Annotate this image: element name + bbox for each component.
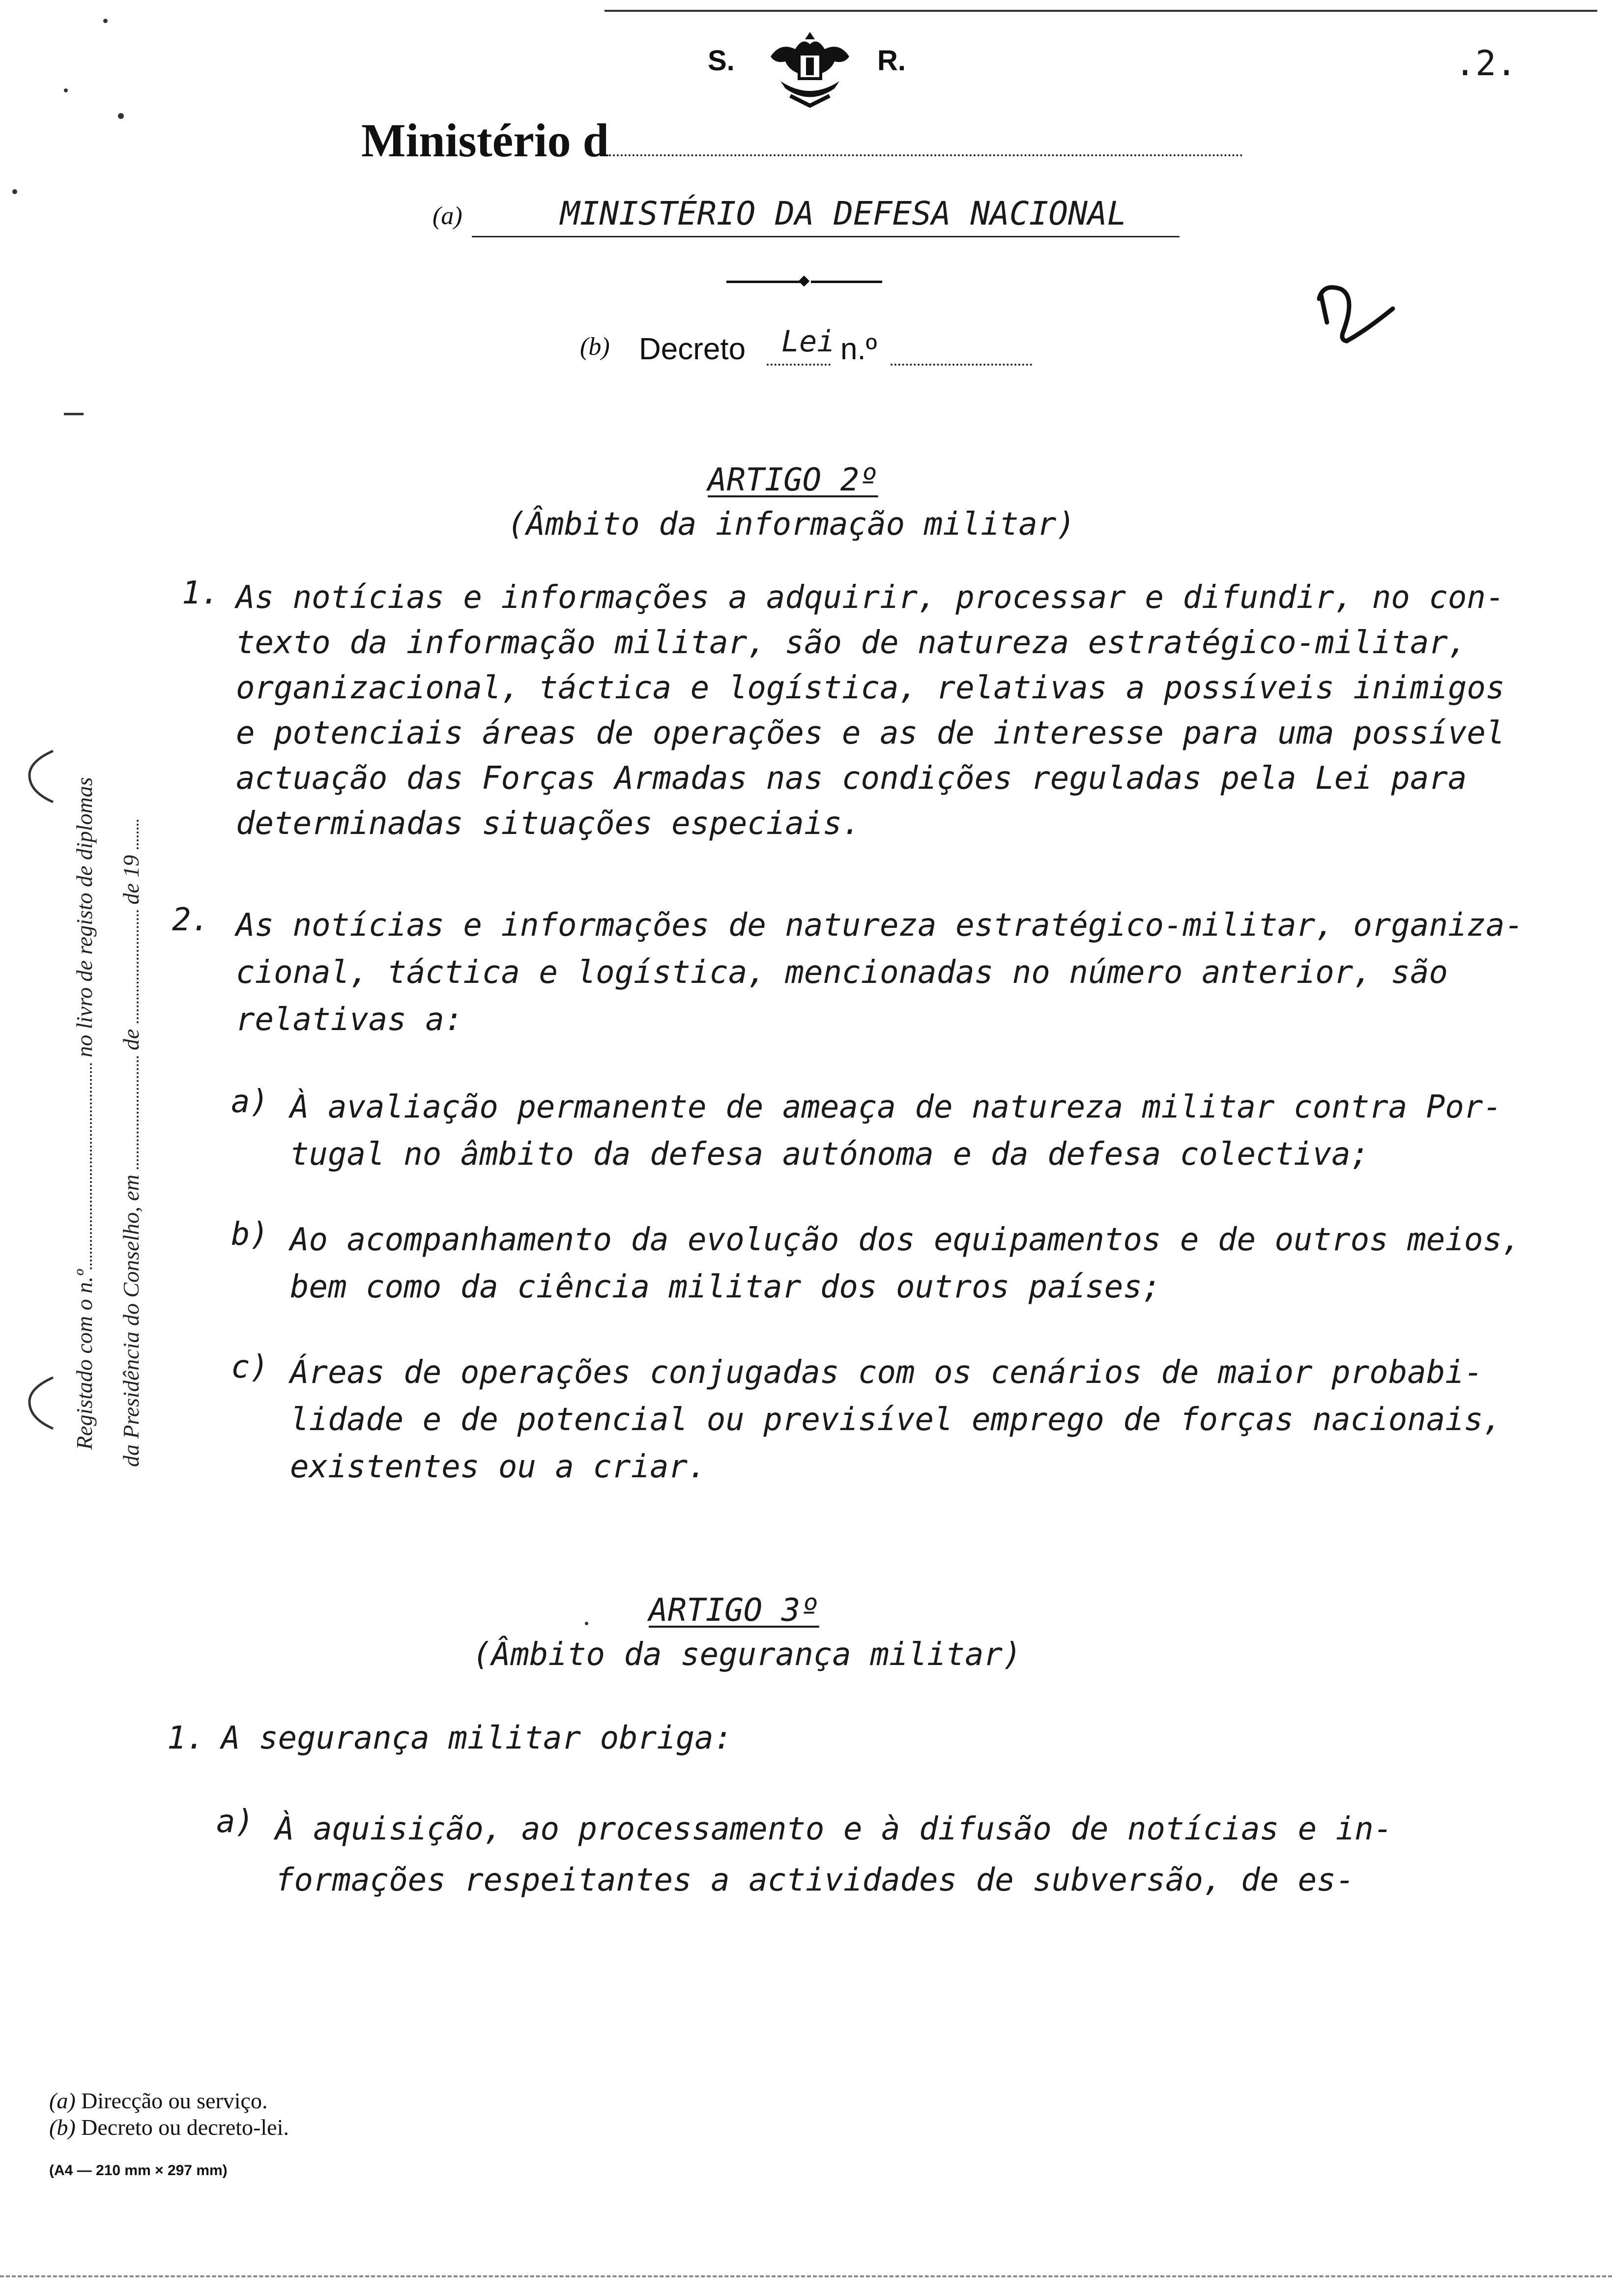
- registration-blank-4: [133, 820, 139, 849]
- article-3-para-1: A segurança militar obriga:: [221, 1720, 733, 1756]
- text-line: Áreas de operações conjugadas com os cenários de maior probabi-: [290, 1354, 1483, 1391]
- label-a: (a): [432, 202, 462, 230]
- scan-dash: [64, 413, 84, 415]
- ministry-name-line: [472, 236, 1180, 237]
- top-rule: [604, 10, 1597, 12]
- page-number: .2.: [1455, 43, 1517, 84]
- text-line: Ao acompanhamento da evolução dos equipamentos e de outros meios,: [290, 1222, 1521, 1258]
- ornament-divider-right: [811, 281, 882, 283]
- bottom-scan-edge: [0, 2275, 1612, 2277]
- registration-text-1b: no livro de registo de diplomas: [72, 777, 97, 1058]
- ornament-diamond-icon: [799, 276, 810, 287]
- article-2-para-1: [236, 575, 1505, 846]
- text-line: À avaliação permanente de ameaça de natureza militar contra Por-: [290, 1089, 1502, 1125]
- header-r-letter: R.: [877, 45, 906, 77]
- footnote-a: [49, 2088, 267, 2114]
- ministry-heading: [361, 113, 1243, 168]
- article-3-item-a: [275, 1804, 1392, 1906]
- article-2-item-a-label: a): [231, 1084, 269, 1120]
- ministry-prefix: Ministério d: [361, 114, 609, 167]
- registration-text-2b: de: [118, 1029, 144, 1051]
- decree-number-label: n.º: [840, 332, 877, 366]
- article-2-item-c-label: c): [231, 1349, 269, 1385]
- text-line: tugal no âmbito da defesa autónoma e da defesa colectiva;: [290, 1136, 1370, 1173]
- article-2-item-a: [290, 1084, 1502, 1178]
- footnote-b-label: (b): [49, 2115, 76, 2140]
- registration-text-2a: da Presidência do Conselho, em: [118, 1175, 144, 1467]
- article-3-para-1-number: 1.: [167, 1720, 205, 1756]
- scan-dot: [585, 1622, 588, 1625]
- article-2-para-1-number: 1.: [182, 575, 220, 611]
- footnote-b: [49, 2114, 289, 2140]
- text-line: À aquisição, ao processamento e à difusão de notícias e in-: [275, 1811, 1393, 1847]
- article-3-subtitle: (Âmbito da segurança militar): [472, 1636, 1022, 1673]
- registration-blank-2: [133, 1056, 139, 1169]
- article-2-item-c: [290, 1349, 1502, 1491]
- text-line: relativas a:: [236, 1002, 463, 1038]
- registration-note-line1: [71, 777, 97, 1450]
- scan-speck: [64, 88, 68, 92]
- registration-note-line2: [118, 820, 144, 1467]
- article-3-item-a-label: a): [216, 1804, 255, 1840]
- header-s-letter: S.: [708, 45, 735, 77]
- decree-type-underline: [767, 364, 831, 366]
- article-2-title: ARTIGO 2º: [708, 462, 878, 498]
- scan-speck: [12, 189, 17, 194]
- registration-blank-1: [86, 1063, 92, 1269]
- article-2-subtitle: (Âmbito da informação militar): [507, 506, 1075, 543]
- text-line: As notícias e informações de natureza estratégico-militar, organiza-: [236, 907, 1524, 944]
- article-2-item-b-label: b): [231, 1216, 269, 1253]
- text-line: actuação das Forças Armadas nas condições reguladas pela Lei para: [236, 760, 1467, 797]
- article-3-title: ARTIGO 3º: [649, 1592, 819, 1629]
- coat-of-arms-emblem: [761, 27, 859, 111]
- ministry-name: MINISTÉRIO DA DEFESA NACIONAL: [560, 195, 1127, 232]
- handwritten-number-mark: [1312, 275, 1401, 359]
- article-2-item-b: [290, 1216, 1521, 1311]
- margin-bracket-lower: [24, 1374, 58, 1433]
- registration-text-1a: Registado com o n.º: [72, 1269, 97, 1450]
- text-line: lidade e de potencial ou previsível emprego de forças nacionais,: [290, 1402, 1502, 1438]
- paper-format-note: (A4 — 210 mm × 297 mm): [49, 2162, 228, 2179]
- article-2-para-2-number: 2.: [172, 902, 210, 938]
- decree-word: Decreto: [639, 332, 746, 366]
- margin-bracket-upper: [24, 747, 58, 806]
- footnote-b-text: Decreto ou decreto-lei.: [81, 2115, 289, 2140]
- text-line: cional, táctica e logística, mencionadas no número anterior, são: [236, 954, 1448, 991]
- footnote-a-label: (a): [49, 2088, 76, 2113]
- ministry-blank-line: [609, 149, 1243, 156]
- decree-number-blank: [891, 364, 1032, 366]
- registration-text-2c: de 19: [118, 855, 144, 905]
- registration-blank-3: [133, 910, 139, 1023]
- footnote-a-text: Direcção ou serviço.: [81, 2088, 268, 2113]
- scan-speck: [103, 19, 108, 23]
- text-line: determinadas situações especiais.: [236, 805, 861, 842]
- text-line: organizacional, táctica e logística, relativas a possíveis inimigos: [236, 670, 1505, 706]
- article-2-para-2: [236, 902, 1524, 1043]
- label-b: (b): [580, 333, 610, 361]
- scan-speck: [118, 113, 124, 119]
- decree-type: Lei: [781, 324, 835, 359]
- text-line: formações respeitantes a actividades de subversão, de es-: [275, 1862, 1355, 1898]
- ornament-divider-left: [726, 281, 800, 283]
- text-line: existentes ou a criar.: [290, 1449, 707, 1485]
- text-line: bem como da ciência militar dos outros países;: [290, 1269, 1161, 1305]
- text-line: e potenciais áreas de operações e as de interesse para uma possível: [236, 715, 1505, 751]
- text-line: texto da informação militar, são de natureza estratégico-militar,: [236, 625, 1467, 661]
- text-line: As notícias e informações a adquirir, processar e difundir, no con-: [236, 579, 1505, 616]
